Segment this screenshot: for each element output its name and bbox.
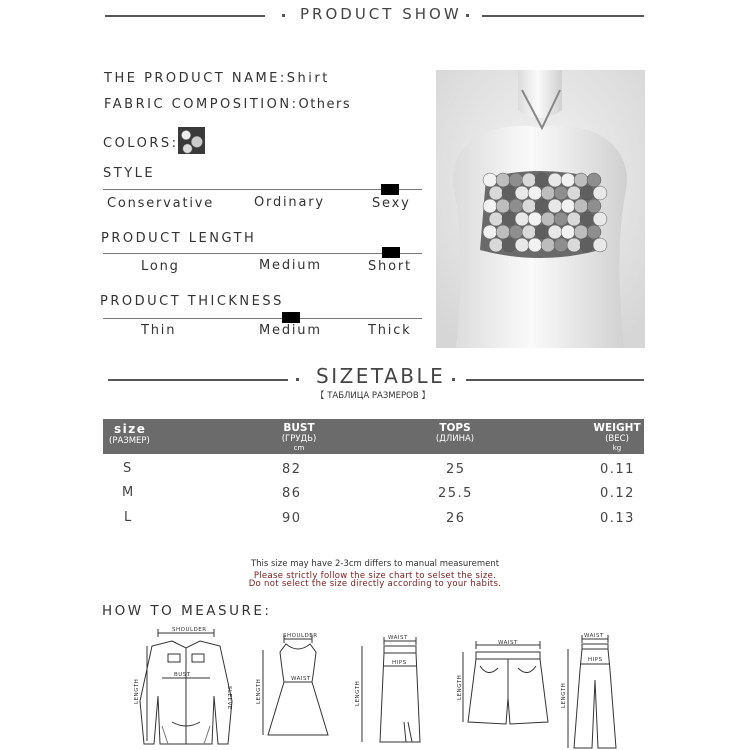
jacket-diagram — [132, 626, 242, 750]
sizetable-title: SIZETABLE — [316, 364, 446, 388]
pants-length-label: LENGTH — [561, 682, 567, 708]
shorts-diagram — [458, 638, 558, 728]
thickness-scale-line — [103, 318, 422, 319]
product-name-value: Shirt — [286, 71, 330, 86]
length-scale-line — [103, 253, 422, 254]
note-measurement: This size may have 2-3cm differs to manual measurement — [250, 559, 500, 569]
cell-weight: 0.12 — [600, 486, 635, 501]
header-dot-left — [282, 14, 285, 17]
cell-tops: 25 — [446, 462, 466, 477]
colors-label: COLORS: — [103, 136, 179, 151]
cell-size: S — [123, 461, 133, 476]
col-size-main: size — [114, 422, 147, 436]
length-label: PRODUCT LENGTH — [101, 231, 257, 246]
length-option-medium: Medium — [259, 258, 322, 273]
col-weight-unit: kg — [612, 444, 622, 452]
col-weight-sub: (BEC) — [605, 434, 629, 444]
dress-waist-label: WAIST — [291, 676, 311, 682]
sizetable-line-right — [466, 379, 644, 381]
dress-shoulder-label: SHOULDER — [283, 633, 318, 639]
product-name-label: THE PRODUCT NAME: — [104, 71, 287, 86]
cell-weight: 0.13 — [600, 511, 635, 526]
dress-diagram — [256, 630, 338, 748]
shorts-waist-label: WAIST — [498, 640, 518, 646]
jacket-bust-label: BUST — [174, 672, 191, 678]
header-line-left — [105, 15, 265, 17]
cell-tops: 25.5 — [438, 486, 473, 501]
col-tops — [425, 422, 485, 444]
shorts-length-label: LENGTH — [457, 674, 463, 700]
col-bust-main: BUST — [283, 422, 315, 434]
style-option-sexy: Sexy — [372, 196, 411, 211]
cell-size: M — [122, 485, 135, 500]
color-swatch-silver[interactable] — [178, 127, 205, 154]
col-bust-unit: cm — [293, 444, 305, 452]
pants-hips-label: HIPS — [588, 657, 603, 663]
style-scale-line — [103, 189, 422, 190]
sizetable-dot-left — [296, 378, 299, 381]
note-warning-2: Do not select the size directly according to your habits. — [248, 579, 502, 589]
header-line-right — [482, 15, 644, 17]
cell-weight: 0.11 — [600, 462, 635, 477]
col-size — [109, 422, 150, 446]
thickness-option-thick: Thick — [368, 323, 412, 338]
col-bust — [269, 422, 329, 452]
thickness-option-medium: Medium — [259, 323, 322, 338]
product-name — [104, 71, 330, 86]
size-table-header — [103, 419, 644, 454]
jacket-sleeve-label: SLEEVE — [226, 686, 232, 710]
cell-size: L — [124, 510, 133, 525]
jacket-shoulder-label: SHOULDER — [172, 627, 207, 633]
col-bust-sub: (ГРУДЬ) — [281, 434, 317, 444]
cell-bust: 90 — [282, 511, 302, 526]
style-label: STYLE — [103, 166, 156, 181]
skirt-hips-label: HIPS — [392, 660, 407, 666]
product-photo — [436, 70, 645, 348]
sizetable-line-left — [108, 379, 288, 381]
fabric-composition — [104, 97, 351, 112]
pants-diagram — [560, 630, 630, 750]
thickness-option-thin: Thin — [141, 323, 177, 338]
cell-bust: 82 — [282, 462, 302, 477]
col-weight-main: WEIGHT — [593, 422, 641, 434]
cell-tops: 26 — [446, 511, 466, 526]
sizetable-dot-right — [452, 378, 455, 381]
dress-length-label: LENGTH — [256, 678, 262, 704]
style-marker — [381, 184, 399, 195]
length-marker — [382, 247, 400, 258]
cell-bust: 86 — [282, 486, 302, 501]
length-option-long: Long — [141, 259, 180, 274]
col-size-sub: (РАЗМЕР) — [109, 436, 150, 446]
mannequin-image — [436, 70, 645, 348]
thickness-label: PRODUCT THICKNESS — [100, 294, 284, 309]
skirt-diagram — [350, 632, 430, 748]
style-option-conservative: Conservative — [107, 196, 215, 211]
skirt-length-label: LENGTH — [355, 680, 361, 706]
thickness-marker — [282, 312, 300, 323]
header-dot-right — [466, 14, 469, 17]
pants-waist-label: WAIST — [584, 633, 604, 639]
skirt-waist-label: WAIST — [388, 635, 408, 641]
col-tops-sub: (ДЛИНА) — [435, 434, 475, 444]
note-warning-1: Please strictly follow the size chart to selset the size. — [253, 571, 497, 581]
fabric-value: Others — [298, 97, 352, 112]
how-to-measure-title: HOW TO MEASURE: — [102, 603, 272, 619]
length-option-short: Short — [368, 259, 412, 274]
col-weight — [591, 422, 643, 452]
style-option-ordinary: Ordinary — [254, 195, 325, 210]
col-tops-main: TOPS — [439, 422, 471, 434]
jacket-length-label: LENGTH — [134, 678, 140, 704]
page-title: PRODUCT SHOW — [300, 5, 462, 23]
fabric-label: FABRIC COMPOSITION: — [104, 97, 299, 112]
sizetable-subtitle: 【 ТАБЛИЦА РАЗМЕРОВ 】 — [316, 391, 430, 401]
